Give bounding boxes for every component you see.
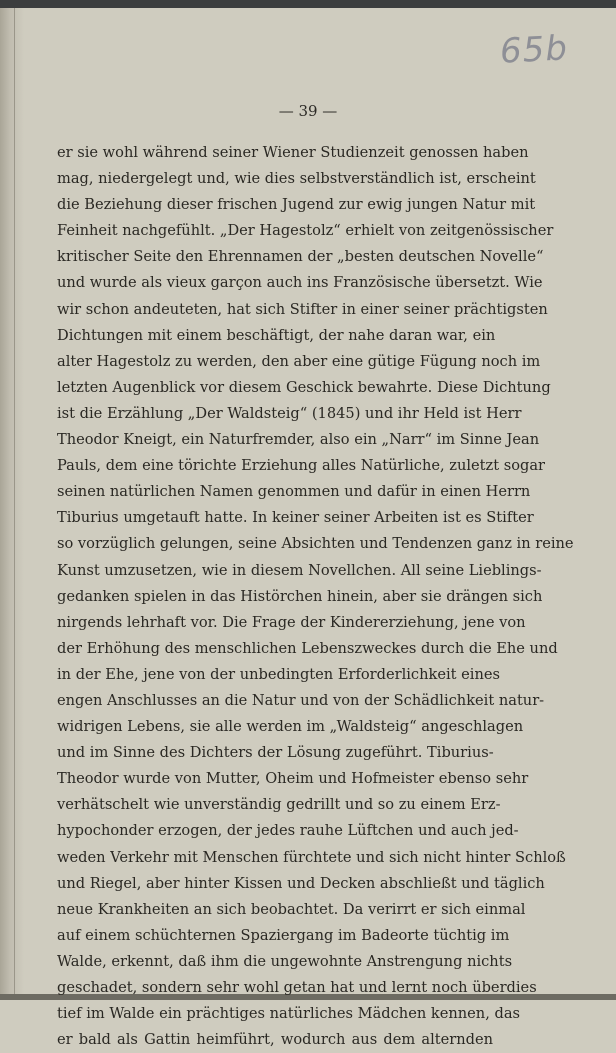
text-line: seinen natürlichen Namen genommen und dafür in einen Herrn xyxy=(57,483,531,501)
text-line: widrigen Lebens, sie alle werden im „Waldsteig“ angeschlagen xyxy=(57,718,524,736)
text-line: mag, niedergelegt und, wie dies selbstverständlich ist, erscheint xyxy=(57,170,536,188)
text-line: er sie wohl während seiner Wiener Studienzeit genossen haben xyxy=(57,144,529,161)
page-gutter-edge xyxy=(0,8,24,1000)
text-line: auf einem schüchternen Spaziergang im Badeorte tüchtig im xyxy=(57,926,510,944)
text-line: engen Anschlusses an die Natur und von der Schädlichkeit natur- xyxy=(57,691,545,709)
text-line: nirgends lehrhaft vor. Die Frage der Kindererziehung, jene von xyxy=(57,613,526,631)
text-line: Theodor Kneigt, ein Naturfremder, also ein „Narr“ im Sinne Jean xyxy=(57,431,540,449)
text-line: und im Sinne des Dichters der Lösung zugeführt. Tiburius- xyxy=(57,744,494,762)
text-line: letzten Augenblick vor diesem Geschick bewahrte. Diese Dichtung xyxy=(57,378,551,396)
page-number: — 39 — xyxy=(278,102,338,120)
text-line: Walde, erkennt, daß ihm die ungewohnte Anstrengung nichts xyxy=(57,952,513,970)
text-line: Kunst umzusetzen, wie in diesem Novellchen. All seine Lieblings- xyxy=(57,561,542,579)
text-line: in der Ehe, jene von der unbedingten Erforderlichkeit eines xyxy=(57,665,500,683)
text-line: Theodor wurde von Mutter, Oheim und Hofmeister ebenso sehr xyxy=(57,770,529,788)
text-line: er bald als Gattin heimführt, wodurch aus dem alternden xyxy=(57,1031,493,1049)
handwritten-annotation: 65b xyxy=(498,28,569,72)
text-line: verhätschelt wie unverständig gedrillt und so zu einem Erz- xyxy=(57,796,501,814)
text-line: hypochonder erzogen, der jedes rauhe Lüftchen und auch jed- xyxy=(57,822,519,840)
page-fold-line xyxy=(14,8,15,1000)
text-line: so vorzüglich gelungen, seine Absichten und Tendenzen ganz in reine xyxy=(57,535,574,553)
text-line: Feinheit nachgefühlt. „Der Hagestolz“ erhielt von zeitgenössischer xyxy=(57,222,554,240)
text-line: geschadet, sondern sehr wohl getan hat und lernt noch überdies xyxy=(57,979,537,996)
text-line: alter Hagestolz zu werden, den aber eine gütige Fügung noch im xyxy=(57,352,541,370)
text-line: Dichtungen mit einem beschäftigt, der nahe daran war, ein xyxy=(57,326,496,344)
body-text xyxy=(57,140,574,1053)
text-line: der Erhöhung des menschlichen Lebenszweckes durch die Ehe und xyxy=(57,639,558,657)
text-line: neue Krankheiten an sich beobachtet. Da verirrt er sich einmal xyxy=(57,900,526,918)
text-line: ist die Erzählung „Der Waldsteig“ (1845) und ihr Held ist Herr xyxy=(57,404,522,422)
scan-top-border xyxy=(0,0,616,8)
text-line: kritischer Seite den Ehrennamen der „besten deutschen Novelle“ xyxy=(57,248,544,266)
text-line: gedanken spielen in das Histörchen hinein, aber sie drängen sich xyxy=(57,587,543,605)
text-line: wir schon andeuteten, hat sich Stifter in einer seiner prächtigsten xyxy=(57,300,548,318)
text-line: Tiburius umgetauft hatte. In keiner seiner Arbeiten ist es Stifter xyxy=(57,509,534,527)
text-line: und wurde als vieux garçon auch ins Französische übersetzt. Wie xyxy=(57,274,543,292)
text-line: und Riegel, aber hinter Kissen und Decken abschließt und täglich xyxy=(57,874,545,892)
text-line: tief im Walde ein prächtiges natürliches Mädchen kennen, das xyxy=(57,1005,521,1023)
text-line: weden Verkehr mit Menschen fürchtete und sich nicht hinter Schloß xyxy=(57,848,566,866)
text-line: Pauls, dem eine törichte Erziehung alles Natürliche, zuletzt sogar xyxy=(57,457,546,475)
text-line: die Beziehung dieser frischen Jugend zur ewig jungen Natur mit xyxy=(57,196,536,214)
